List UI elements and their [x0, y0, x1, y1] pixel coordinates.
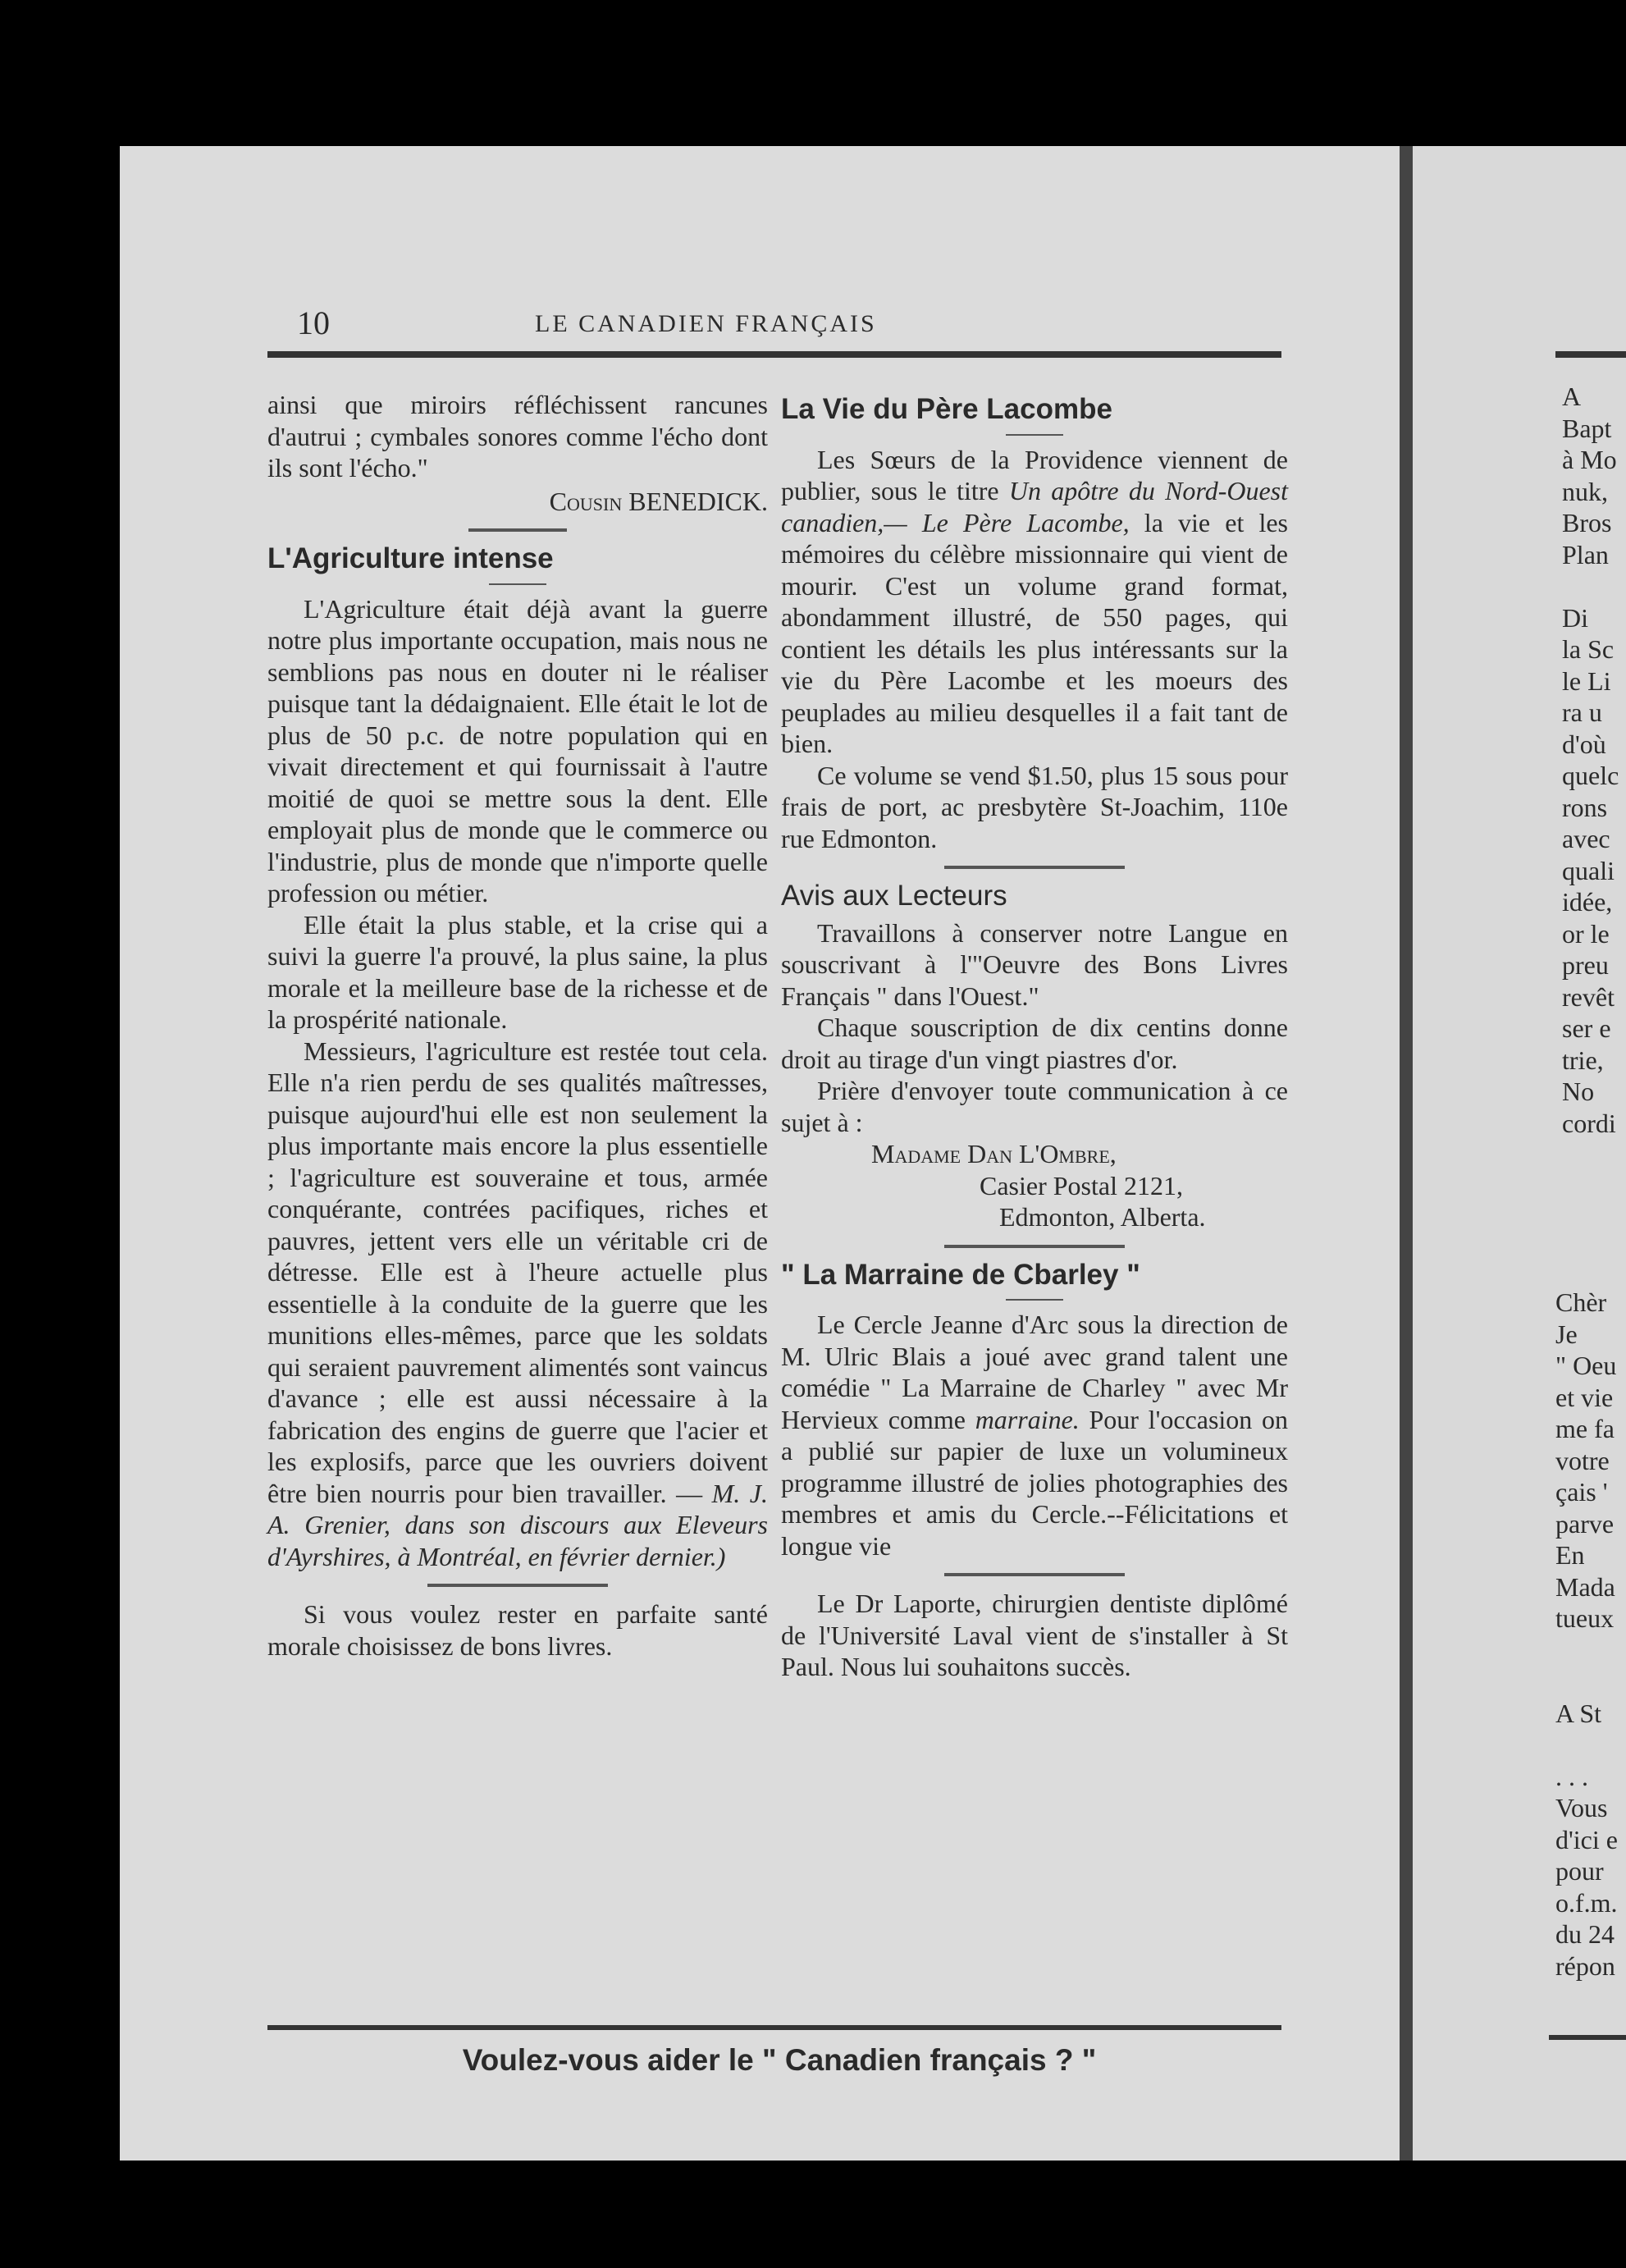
footer-slogan: Voulez-vous aider le " Canadien français ? ": [462, 2043, 1097, 2077]
headline-agriculture: L'Agriculture intense: [267, 542, 554, 574]
next-page-rule: [1555, 351, 1626, 358]
paragraph: Elle était la plus stable, et la crise qui a suivi la guerre l'a prouvé, la plus saine, la plus morale et la meilleure base de la richesse et de la prospérité nationale.: [267, 909, 768, 1034]
paragraph: Le Dr Laporte, chirurgien dentiste diplômé de l'Université Laval vient de s'installer à St Paul. Nous lui souhaitons succès.: [781, 1589, 1288, 1681]
paragraph-closing: Si vous voulez rester en parfaite santé morale choisissez de bons livres.: [267, 1599, 768, 1661]
paragraph: Travaillons à conserver notre Langue en souscrivant à l'"Oeuvre des Bons Livres Français " dans l'Ouest.": [781, 917, 1288, 1011]
paragraph-continued: ainsi que miroirs réfléchissent rancunes d'autrui ; cymbales sonores comme l'écho dont ils sont l'écho.": [267, 390, 768, 482]
paragraph: Les Sœurs de la Providence viennent de publier, sous le titre Un apôtre du Nord-Ouest canadien,— Le Père Lacombe, la vie et les mémoires du célèbre missionnaire qui vient de mourir. C'est un volume grand format, abondamment illustré, de 550 pages, qui contient les détails les plus intéressants sur la vie du Père Lacombe et les moeurs des peuplades au milieu desquelles il a fait tant de bien.: [781, 444, 1289, 758]
right-column: [781, 389, 1288, 1683]
ornament-divider: [1006, 1299, 1063, 1301]
headline-avis: Avis aux Lecteurs: [781, 880, 1007, 912]
signature: Cousin BENEDICK.: [549, 486, 768, 516]
paragraph: Chaque souscription de dix centins donne droit au tirage d'un vingt piastres d'or.: [781, 1013, 1288, 1074]
address-line: Casier Postal 2121,: [980, 1170, 1183, 1200]
paragraph: Le Cercle Jeanne d'Arc sous la direction de M. Ulric Blais a joué avec grand talent une comédie " La Marraine de Charley " avec Mr Hervieux comme marraine. Pour l'occasion on a publié sur papier de luxe un volumineux programme illustré de jolies photographies des membres et amis du Cercle.--Félicitations et longue vie: [781, 1310, 1289, 1561]
ornament-divider: [427, 1584, 608, 1587]
ornament-divider: [468, 528, 567, 532]
paragraph: Prière d'envoyer toute communication à ce sujet à :: [781, 1076, 1288, 1137]
address-line: Madame Dan L'Ombre,: [871, 1139, 1117, 1168]
paragraph: Ce volume se vend $1.50, plus 15 sous pour frais de port, ac presbytère St-Joachim, 110e rue Edmonton.: [781, 760, 1288, 853]
paragraph: L'Agriculture était déjà avant la guerre notre plus importante occupation, mais nous ne semblions pas nous en douter ni le réaliser puisque tant la dédaignaient. Elle était le lot de plus de 50 p.c. de notre population qui en vivait directement et qui fournissait à l'autre moitié de quoi se mettre sous la dent. Elle employait plus de monde que le commerce ou l'industrie, plus de monde que n'importe quelle profession ou métier.: [267, 593, 768, 908]
ornament-divider: [489, 583, 546, 585]
footer-rule: [267, 2025, 1281, 2030]
ornament-divider: [944, 1573, 1125, 1576]
page-number: 10: [297, 304, 330, 341]
address-line: Edmonton, Alberta.: [999, 1202, 1206, 1232]
citation: M. J. A. Grenier, dans son discours aux Eleveurs d'Ayrshires, à Montréal, en février dernier.): [267, 1478, 769, 1571]
left-column: [267, 389, 768, 1662]
header-rule: [267, 351, 1281, 358]
headline-lacombe: La Vie du Père Lacombe: [781, 393, 1112, 425]
running-title: LE CANADIEN FRANÇAIS: [535, 310, 877, 337]
ornament-divider: [944, 1245, 1125, 1248]
book-title: Un apôtre du Nord-Ouest canadien,— Le Père Lacombe,: [781, 476, 1289, 537]
next-page-rule: [1549, 2035, 1626, 2040]
paragraph: Messieurs, l'agriculture est restée tout cela. Elle n'a rien perdu de ses qualités maîtresses, puisque aujourd'hui elle est non seulement la plus importante mais encore la plus essentielle ; l'agriculture est souveraine et tous, armée conquérante, contrées pacifiques, riches et pauvres, jettent vers elle un véritable cri de détresse. Elle est à l'heure actuelle plus essentielle à la conduite de la guerre que les munitions elles-mêmes, parce que les soldats qui seraient pauvrement alimentés sont vaincus d'avance ; elle est aussi nécessaire à la fabrication des engins de guerre que l'acier et les explosifs, parce que les ouvriers doivent être bien nourris pour bien travailler. — M. J. A. Grenier, dans son discours aux Eleveurs d'Ayrshires, à Montréal, en février dernier.): [267, 1036, 769, 1571]
ornament-divider: [1006, 434, 1063, 436]
next-page-fragment-bottom: Chèr Je " Oeu et vie me fa votre çais ' parve En Mada tueux A St . . . Vous d'ici e pour o.f.m. du 24 répon: [1555, 1287, 1618, 1981]
next-page-fragment-top: A Bapt à Mo nuk, Bros Plan Di la Sc le Li ra u d'où quelc rons avec quali idée, or le preu revêt ser e trie, No cordi: [1562, 382, 1619, 1138]
ornament-divider: [944, 866, 1125, 869]
headline-marraine: " La Marraine de Cbarley ": [781, 1258, 1140, 1291]
